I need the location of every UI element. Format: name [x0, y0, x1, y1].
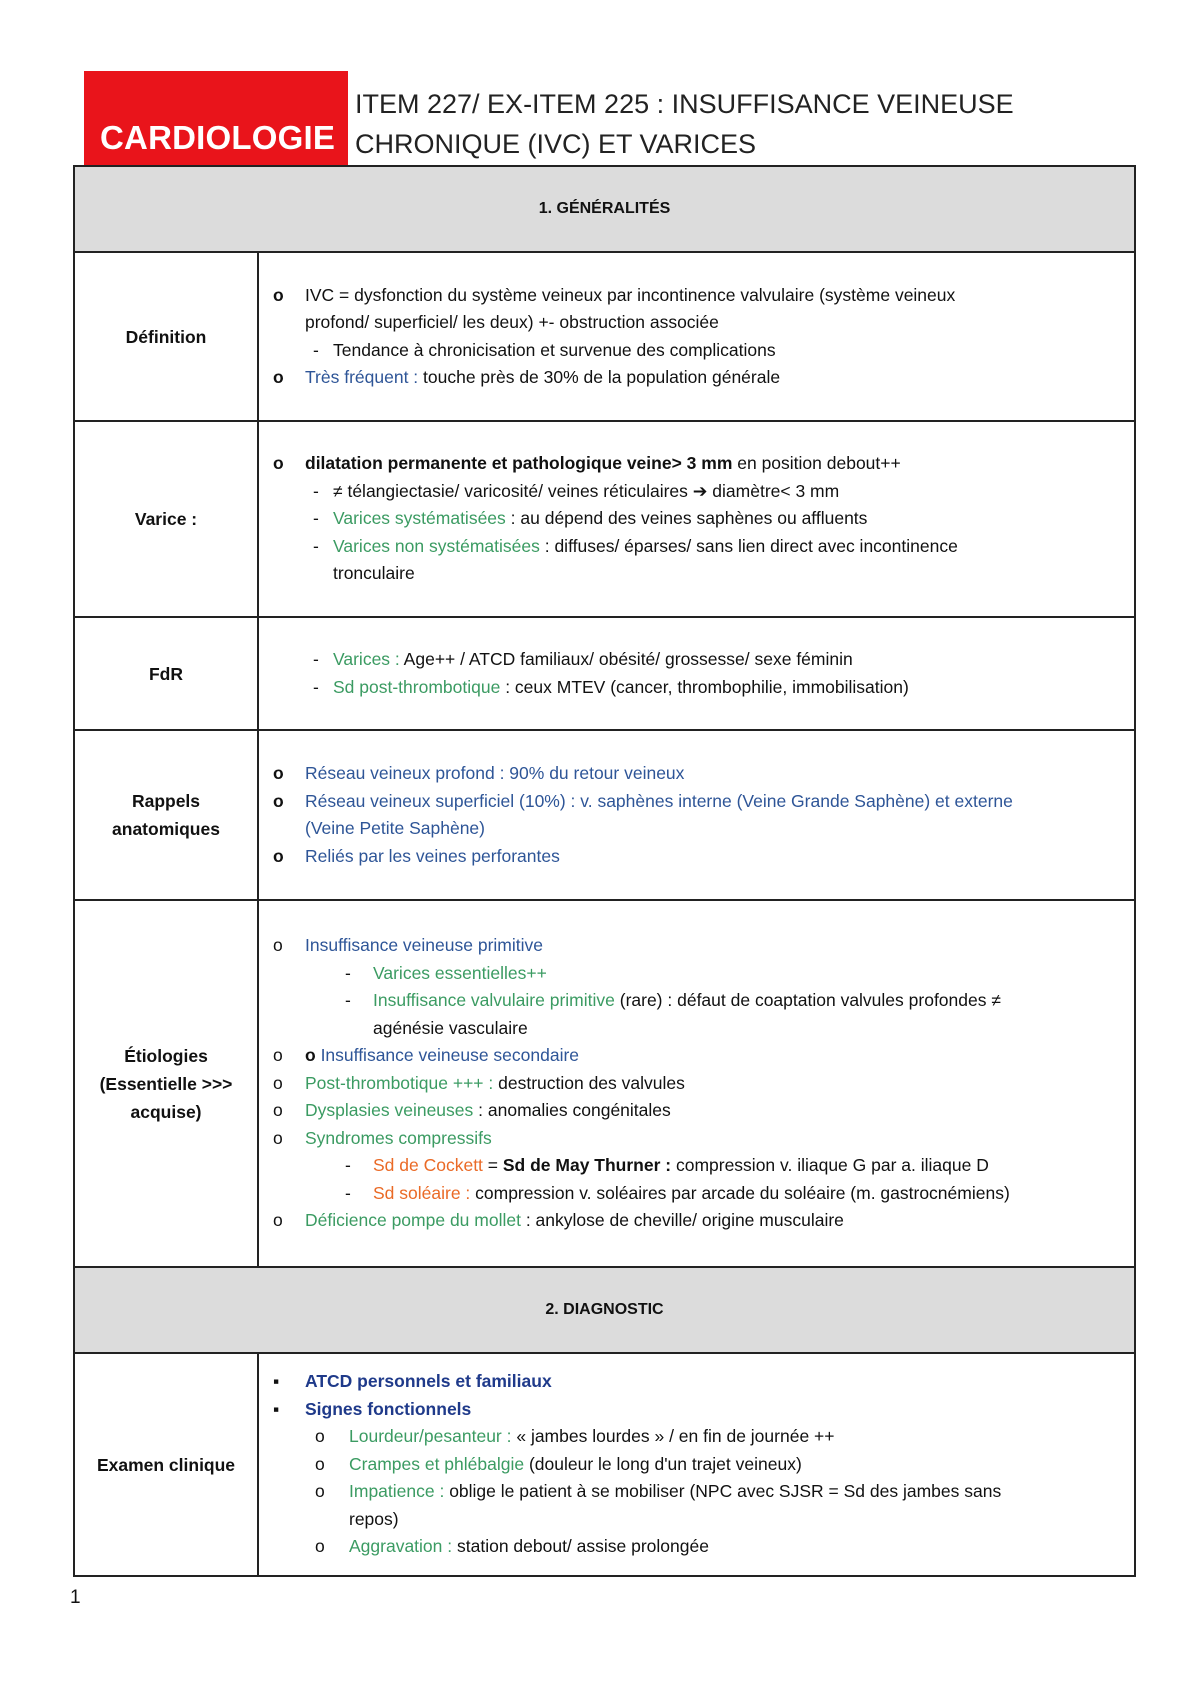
list-item: o Post-thrombotique +++ : destruction des valvules	[273, 1072, 685, 1093]
list-item: - Varices essentielles++	[345, 962, 547, 983]
list-item: o Dysplasies veineuses : anomalies congénitales	[273, 1100, 671, 1121]
title-line-1: ITEM 227/ EX-ITEM 225 : INSUFFISANCE VEINEUSE	[355, 89, 1014, 119]
list-item: o Reliés par les veines perforantes	[273, 845, 560, 866]
list-item: o Insuffisance veineuse primitive	[273, 935, 543, 956]
bullet-marker: o	[273, 453, 284, 474]
list-item: o Très fréquent : touche près de 30% de la population générale	[273, 364, 1124, 392]
list-item: o Aggravation : station debout/ assise prolongée	[315, 1536, 709, 1557]
row-content: o IVC = dysfonction du système veineux par incontinence valvulaire (système veineux profond/ superficiel/ les deux) +- obstruction associée - Tendance à chronicisation et survenue des complications o Très fréquent : touche près de 30% de la population générale	[258, 252, 1135, 421]
list-item: o Réseau veineux profond : 90% du retour veineux	[273, 763, 685, 783]
specialty-badge	[84, 71, 348, 165]
row-definition	[74, 252, 1135, 421]
list-item: - Sd post-thrombotique : ceux MTEV (cancer, thrombophilie, immobilisation)	[313, 676, 909, 697]
list-item: - ≠ télangiectasie/ varicosité/ veines réticulaires ➔ diamètre< 3 mm	[313, 480, 840, 501]
row-rappels	[74, 730, 1135, 900]
content-table	[73, 165, 1136, 1577]
bullet-marker: o	[273, 284, 284, 305]
list-item: - Tendance à chronicisation et survenue des complications	[273, 337, 1124, 365]
row-content: o dilatation permanente et pathologique veine> 3 mm en position debout++ - ≠ télangiectasie/ varicosité/ veines réticulaires ➔ diamètre< 3 mm - Varices systématisées : au dépend des veines saphènes ou affluents - Varices non systématisées : diffuses/ éparses/ sans lien direct avec incontinence tronculaire	[258, 421, 1135, 617]
row-label: Varice :	[74, 421, 258, 617]
section-header-generalites	[74, 166, 1135, 252]
row-fdr	[74, 617, 1135, 730]
row-content: ▪ ATCD personnels et familiaux ▪ Signes fonctionnels o Lourdeur/pesanteur : « jambes lourdes » / en fin de journée ++ o Crampes et phlébalgie (douleur le long d'un trajet veineux) o Impatience : oblige le patient à se mobiliser (NPC avec SJSR = Sd des jambes sans repos) o Aggravation : station debout/ assise prolongée	[258, 1353, 1135, 1576]
list-item: o Déficience pompe du mollet : ankylose de cheville/ origine musculaire	[273, 1210, 844, 1231]
list-item: o dilatation permanente et pathologique veine> 3 mm en position debout++	[273, 450, 1124, 478]
section-title: 1. GÉNÉRALITÉS	[74, 166, 1135, 252]
page-number: 1	[70, 1587, 81, 1608]
list-item: o Lourdeur/pesanteur : « jambes lourdes » / en fin de journée ++	[315, 1426, 835, 1447]
list-item: - Sd de Cockett = Sd de May Thurner : compression v. iliaque G par a. iliaque D	[345, 1155, 989, 1176]
row-content: o Insuffisance veineuse primitive - Varices essentielles++ - Insuffisance valvulaire primitive (rare) : défaut de coaptation valvules profondes ≠ agénésie vasculaire o o Insuffisance veineuse secondaire o Post-thrombotique +++ : destruction des valvules o Dysplasies veineuses : anomalies congénitales o Syndromes compressifs - Sd de Cockett = Sd de May Thurner : compression v. iliaque G par a. iliaque D - Sd soléaire : compression v. soléaires par arcade du soléaire (m. gastrocnémiens) o Déficience pompe du mollet : ankylose de cheville/ origine musculaire	[258, 900, 1135, 1267]
title-line-2: CHRONIQUE (IVC) ET VARICES	[355, 129, 757, 159]
list-item: o Impatience : oblige le patient à se mobiliser (NPC avec SJSR = Sd des jambes sans	[315, 1481, 1002, 1502]
list-item: o IVC = dysfonction du système veineux par incontinence valvulaire (système veineux	[273, 282, 1124, 310]
row-label: Étiologies (Essentielle >>> acquise)	[74, 900, 258, 1267]
section-header-diagnostic	[74, 1267, 1135, 1353]
row-label: Rappels anatomiques	[74, 730, 258, 900]
bullet-marker: -	[313, 339, 319, 360]
list-item: - Varices systématisées : au dépend des veines saphènes ou affluents	[313, 508, 868, 529]
bullet-marker: o	[273, 367, 284, 387]
row-etiologies	[74, 900, 1135, 1267]
list-item: o Syndromes compressifs	[273, 1127, 492, 1148]
row-content	[258, 617, 1135, 730]
list-item: o Réseau veineux superficiel (10%) : v. saphènes interne (Veine Grande Saphène) et externe	[273, 790, 1013, 811]
row-content: o Réseau veineux profond : 90% du retour veineux o Réseau veineux superficiel (10%) : v. saphènes interne (Veine Grande Saphène) et externe (Veine Petite Saphène) o Reliés par les veines perforantes	[258, 730, 1135, 900]
specialty-badge-label: CARDIOLOGIE	[100, 119, 336, 156]
row-label: Examen clinique	[74, 1353, 258, 1576]
list-item: - Sd soléaire : compression v. soléaires par arcade du soléaire (m. gastrocnémiens)	[345, 1182, 1010, 1203]
list-item: ▪ Signes fonctionnels	[273, 1398, 472, 1419]
list-item: o o Insuffisance veineuse secondaire	[273, 1045, 580, 1066]
row-label: FdR	[74, 617, 258, 730]
list-item: ▪ ATCD personnels et familiaux	[273, 1371, 552, 1392]
list-item: - Varices non systématisées : diffuses/ éparses/ sans lien direct avec incontinence	[313, 535, 958, 556]
row-examen-clinique	[74, 1353, 1135, 1576]
row-label: Définition	[74, 252, 258, 421]
list-item: o Crampes et phlébalgie (douleur le long d'un trajet veineux)	[315, 1453, 802, 1474]
row-varice	[74, 421, 1135, 617]
list-item: - Varices : Age++ / ATCD familiaux/ obésité/ grossesse/ sexe féminin	[313, 649, 853, 669]
list-item: - Insuffisance valvulaire primitive (rare) : défaut de coaptation valvules profondes ≠	[345, 990, 1001, 1011]
section-title: 2. DIAGNOSTIC	[74, 1267, 1135, 1353]
page-title	[355, 84, 1014, 164]
